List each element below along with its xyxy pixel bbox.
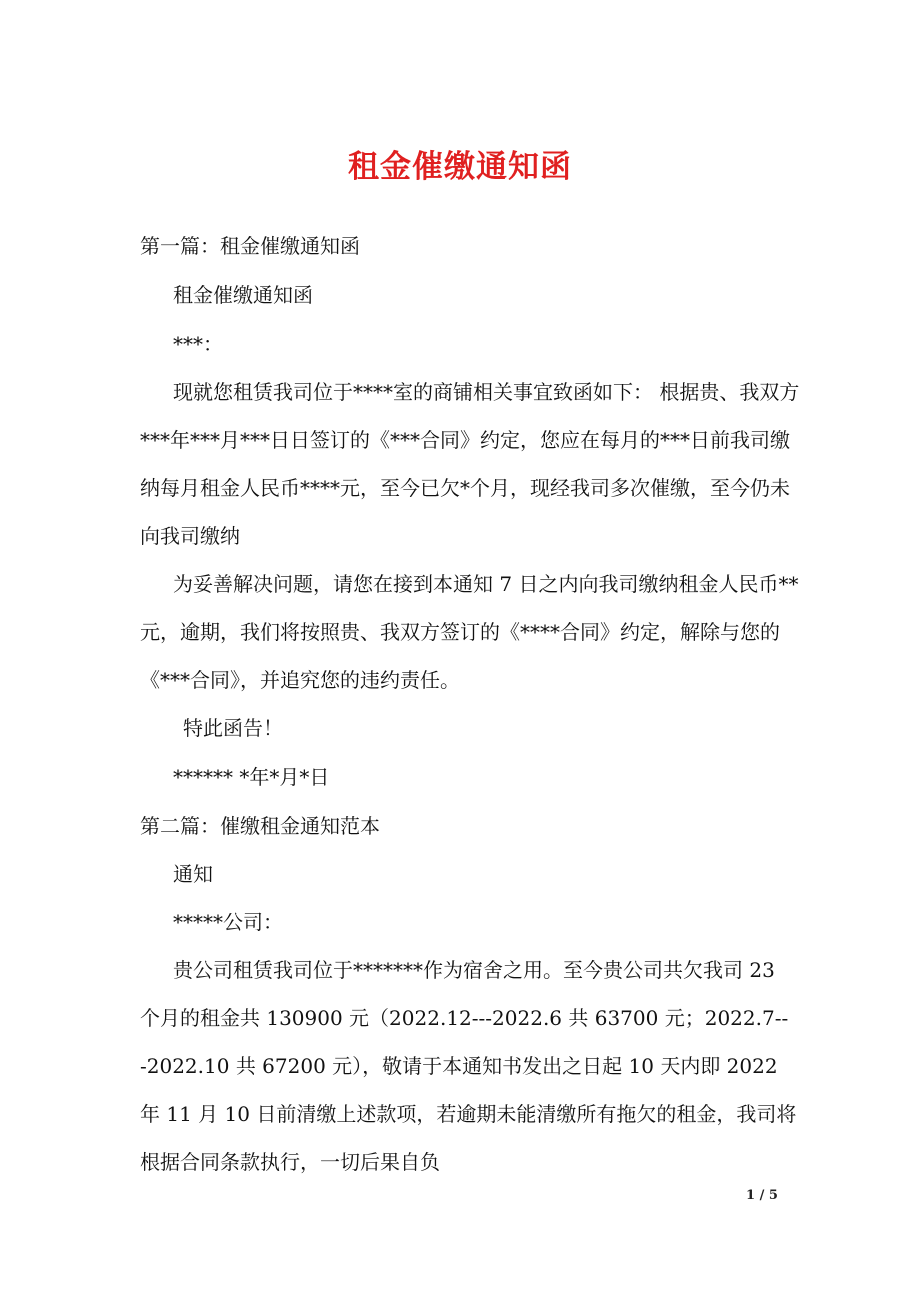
notice-salutation: *****公司： — [173, 910, 283, 934]
letter-heading: 租金催缴通知函 — [173, 283, 313, 307]
section-heading-1: 第一篇：租金催缴通知函 — [140, 234, 360, 258]
letter-closing: 特此函告！ — [183, 716, 283, 740]
document-title: 租金催缴通知函 — [348, 149, 572, 185]
letter-date: ****** *年*月*日 — [173, 765, 330, 789]
letter-body-paragraph: 现就您租赁我司位于****室的商铺相关事宜致函如下： 根据贵、我双方***年***月***日日签订的《***合同》约定，您应在每月的***日前我司缴纳每月租金人民币****元，至今已欠*个月，现经我司多次催缴，至今仍未向我司缴纳 — [140, 380, 800, 548]
notice-heading: 通知 — [173, 862, 213, 886]
notice-body-paragraph: 贵公司租赁我司位于*******作为宿舍之用。至今贵公司共欠我司 23 个月的租金共 130900 元（2022.12---2022.6 共 63700 元；2022.7---2022.10 共 67200 元），敬请于本通知书发出之日起 10 天内即 2022 年 11 月 10 日前清缴上述款项，若逾期未能清缴所有拖欠的租金，我司将根据合同条款执行，一切后果自负 — [140, 958, 797, 1174]
page-number: 1 / 5 — [746, 1188, 778, 1203]
letter-body-paragraph: 为妥善解决问题，请您在接到本通知 7 日之内向我司缴纳租金人民币**元，逾期，我们将按照贵、我双方签订的《****合同》约定，解除与您的《***合同》，并追究您的违约责任。 — [140, 572, 799, 692]
section-heading-2: 第二篇：催缴租金通知范本 — [140, 814, 380, 838]
letter-salutation: ***： — [173, 332, 223, 356]
